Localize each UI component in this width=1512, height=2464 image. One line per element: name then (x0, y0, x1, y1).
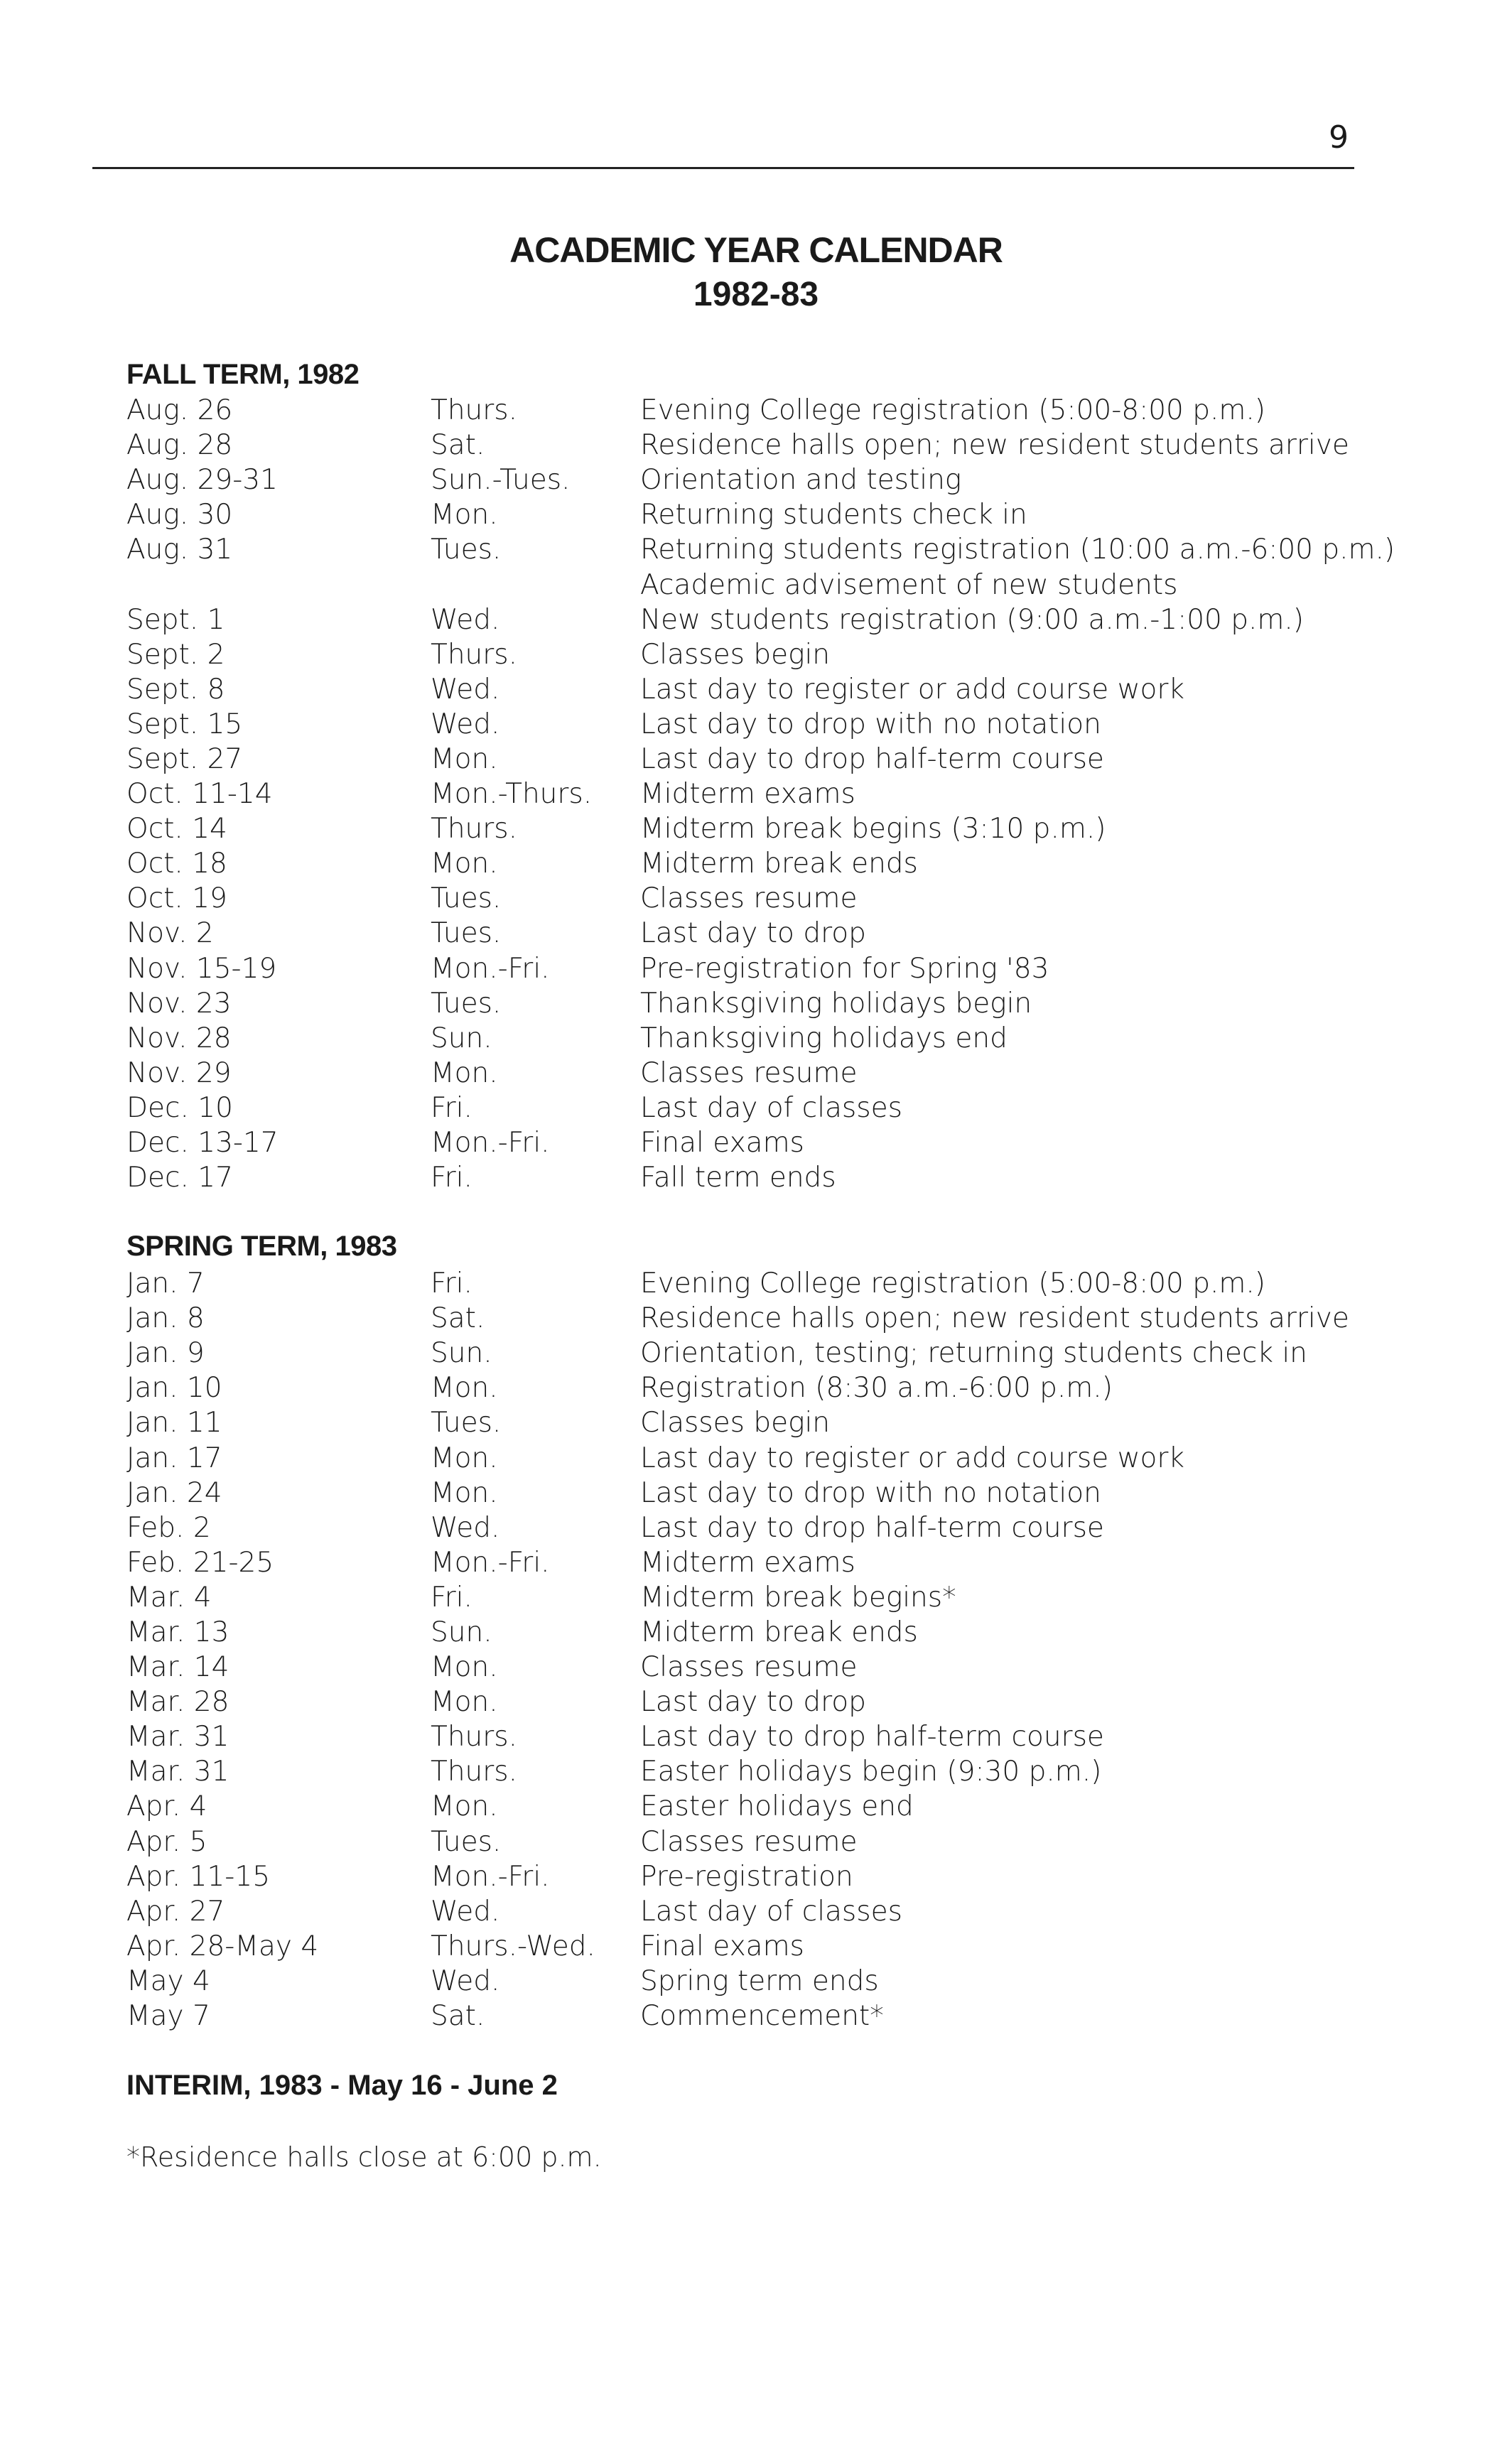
calendar-day: Wed. (431, 603, 500, 636)
calendar-event: Commencement* (640, 2000, 884, 2033)
calendar-row (126, 1545, 1462, 1580)
calendar-day: Mon.-Fri. (431, 1127, 550, 1160)
calendar-event: Last day to drop (640, 917, 866, 950)
calendar-date: Mar. 13 (126, 1616, 230, 1648)
calendar-event: Final exams (640, 1127, 804, 1160)
calendar-row (126, 742, 1462, 777)
calendar-date: Aug. 28 (126, 429, 233, 462)
calendar-event: Academic advisement of new students (640, 568, 1178, 601)
calendar-day: Fri. (431, 1268, 472, 1300)
calendar-row (126, 672, 1462, 707)
calendar-event: Classes resume (640, 1057, 858, 1089)
calendar-row (126, 1580, 1462, 1615)
calendar-event: Last day to register or add course work (640, 1442, 1185, 1474)
calendar-day: Wed. (431, 1511, 500, 1544)
calendar-event: New students registration (9:00 a.m.-1:00 p.m.) (640, 603, 1305, 636)
calendar-row (126, 1685, 1462, 1719)
calendar-day: Thurs. (431, 394, 518, 427)
calendar-event: Last day to drop (640, 1686, 866, 1719)
calendar-row (126, 1859, 1462, 1894)
calendar-date: Nov. 29 (126, 1057, 232, 1089)
calendar-row (126, 463, 1462, 497)
calendar-date: Nov. 15-19 (126, 952, 277, 985)
header-rule (92, 167, 1354, 169)
calendar-day: Mon.-Fri. (431, 1860, 550, 1893)
calendar-row (126, 1336, 1462, 1371)
calendar-date: Mar. 14 (126, 1651, 230, 1684)
calendar-date: Sept. 2 (126, 638, 225, 671)
calendar-event: Last day to register or add course work (640, 673, 1185, 706)
calendar-event: Last day to drop half-term course (640, 742, 1104, 775)
calendar-day: Mon. (431, 848, 498, 880)
calendar-date: Dec. 10 (126, 1091, 233, 1124)
calendar-row (126, 603, 1462, 637)
calendar-row (126, 1440, 1462, 1475)
calendar-day: Sun. (431, 1337, 492, 1370)
calendar-day: Sun.-Tues. (431, 464, 571, 497)
calendar-day: Fri. (431, 1581, 472, 1614)
calendar-row (126, 777, 1462, 811)
calendar-row (126, 1371, 1462, 1405)
calendar-row (126, 1125, 1462, 1160)
calendar-day: Mon. (431, 1686, 498, 1719)
calendar-day: Thurs. (431, 813, 518, 845)
calendar-event: Midterm break ends (640, 1616, 918, 1648)
calendar-row (126, 1789, 1462, 1824)
calendar-date: Apr. 4 (126, 1790, 207, 1823)
calendar-row (126, 567, 1462, 602)
calendar-date: Oct. 14 (126, 813, 227, 845)
calendar-row (126, 1301, 1462, 1336)
calendar-date: Apr. 27 (126, 1895, 225, 1928)
calendar-date: Nov. 2 (126, 917, 214, 950)
calendar-date: Jan. 11 (126, 1407, 222, 1439)
calendar-event: Classes resume (640, 1825, 858, 1858)
calendar-day: Thurs. (431, 1756, 518, 1788)
calendar-row (126, 846, 1462, 881)
calendar-row (126, 1825, 1462, 1859)
calendar-date: Sept. 1 (126, 603, 225, 636)
calendar-day: Wed. (431, 673, 500, 706)
calendar-day: Mon.-Fri. (431, 1546, 550, 1579)
calendar-event: Final exams (640, 1930, 804, 1962)
calendar-row (126, 1719, 1462, 1754)
calendar-day: Tues. (431, 534, 502, 566)
calendar-date: Feb. 21-25 (126, 1546, 274, 1579)
calendar-day: Tues. (431, 917, 502, 950)
calendar-date: Feb. 2 (126, 1511, 211, 1544)
calendar-day: Mon. (431, 1790, 498, 1823)
page-title: ACADEMIC YEAR CALENDAR (509, 230, 1003, 270)
calendar-day: Thurs. (431, 1721, 518, 1754)
calendar-event: Easter holidays end (640, 1790, 914, 1823)
page-subtitle: 1982-83 (693, 276, 819, 313)
calendar-event: Fall term ends (640, 1162, 836, 1194)
calendar-date: Aug. 31 (126, 534, 233, 566)
calendar-event: Easter holidays begin (9:30 p.m.) (640, 1756, 1102, 1788)
page-number: 9 (1329, 119, 1349, 156)
calendar-day: Sat. (431, 2000, 485, 2033)
calendar-date: Aug. 30 (126, 499, 233, 531)
calendar-date: Jan. 9 (126, 1337, 205, 1370)
calendar-row (126, 497, 1462, 532)
calendar-event: Midterm break begins (3:10 p.m.) (640, 813, 1106, 845)
calendar-date: Nov. 23 (126, 987, 232, 1020)
calendar-row (126, 1160, 1462, 1195)
calendar-row (126, 986, 1462, 1021)
calendar-day: Wed. (431, 1895, 500, 1928)
calendar-row (126, 393, 1462, 428)
calendar-event: Returning students registration (10:00 a.m.-6:00 p.m.) (640, 534, 1395, 566)
calendar-event: Classes resume (640, 882, 858, 915)
calendar-event: Thanksgiving holidays begin (640, 987, 1032, 1020)
calendar-date: Sept. 8 (126, 673, 225, 706)
calendar-row (126, 1999, 1462, 2033)
calendar-day: Mon.-Fri. (431, 952, 550, 985)
calendar-day: Mon. (431, 1442, 498, 1474)
calendar-event: Evening College registration (5:00-8:00 p.m.) (640, 394, 1265, 427)
calendar-event: Last day of classes (640, 1091, 902, 1124)
calendar-day: Tues. (431, 987, 502, 1020)
calendar-day: Sun. (431, 1022, 492, 1054)
calendar-row (126, 881, 1462, 916)
calendar-row (126, 1021, 1462, 1056)
calendar-day: Mon. (431, 1372, 498, 1405)
calendar-event: Last day to drop with no notation (640, 708, 1101, 740)
calendar-row (126, 1405, 1462, 1440)
spring-term-heading: SPRING TERM, 1983 (126, 1231, 397, 1262)
calendar-event: Midterm exams (640, 778, 855, 811)
calendar-date: Aug. 29-31 (126, 464, 278, 497)
calendar-event: Orientation, testing; returning students check in (640, 1337, 1307, 1370)
calendar-date: Jan. 24 (126, 1476, 222, 1509)
calendar-day: Thurs.-Wed. (431, 1930, 595, 1962)
calendar-row (126, 1894, 1462, 1929)
spring-term-table (126, 1266, 1462, 2033)
calendar-date: Dec. 17 (126, 1162, 233, 1194)
calendar-row (126, 428, 1462, 463)
calendar-row (126, 532, 1462, 567)
calendar-day: Tues. (431, 882, 502, 915)
calendar-event: Classes resume (640, 1651, 858, 1684)
calendar-day: Tues. (431, 1825, 502, 1858)
calendar-row (126, 707, 1462, 742)
calendar-day: Sun. (431, 1616, 492, 1648)
calendar-date: Oct. 18 (126, 848, 227, 880)
calendar-event: Orientation and testing (640, 464, 962, 497)
calendar-date: May 4 (126, 1965, 210, 1997)
calendar-day: Fri. (431, 1162, 472, 1194)
calendar-day: Mon. (431, 1476, 498, 1509)
calendar-event: Pre-registration for Spring '83 (640, 952, 1049, 985)
calendar-day: Mon.-Thurs. (431, 778, 593, 811)
calendar-date: May 7 (126, 2000, 210, 2033)
calendar-date: Apr. 28-May 4 (126, 1930, 319, 1962)
calendar-event: Pre-registration (640, 1860, 853, 1893)
calendar-date: Sept. 15 (126, 708, 243, 740)
calendar-date: Mar. 31 (126, 1721, 230, 1754)
calendar-date: Oct. 11-14 (126, 778, 273, 811)
calendar-event: Spring term ends (640, 1965, 879, 1997)
footnote: *Residence halls close at 6:00 p.m. (126, 2141, 602, 2173)
calendar-row (126, 811, 1462, 846)
calendar-event: Residence halls open; new resident students arrive (640, 1302, 1349, 1335)
interim-term: INTERIM, 1983 - May 16 - June 2 (126, 2070, 558, 2101)
fall-term-table (126, 393, 1462, 1195)
calendar-row (126, 1754, 1462, 1789)
calendar-date: Apr. 5 (126, 1825, 207, 1858)
calendar-date: Sept. 27 (126, 742, 243, 775)
calendar-row (126, 1964, 1462, 1999)
calendar-date: Mar. 28 (126, 1686, 230, 1719)
calendar-event: Last day of classes (640, 1895, 902, 1928)
calendar-date: Nov. 28 (126, 1022, 232, 1054)
calendar-date: Jan. 17 (126, 1442, 222, 1474)
calendar-day: Mon. (431, 742, 498, 775)
calendar-date: Jan. 8 (126, 1302, 205, 1335)
calendar-day: Sat. (431, 429, 485, 462)
calendar-day: Wed. (431, 708, 500, 740)
calendar-event: Last day to drop with no notation (640, 1476, 1101, 1509)
calendar-day: Mon. (431, 499, 498, 531)
calendar-row (126, 1266, 1462, 1301)
calendar-event: Midterm break ends (640, 848, 918, 880)
calendar-event: Last day to drop half-term course (640, 1721, 1104, 1754)
calendar-row (126, 951, 1462, 986)
calendar-row (126, 1091, 1462, 1125)
calendar-event: Last day to drop half-term course (640, 1511, 1104, 1544)
calendar-date: Mar. 31 (126, 1756, 230, 1788)
calendar-date: Jan. 10 (126, 1372, 222, 1405)
calendar-row (126, 1056, 1462, 1091)
calendar-date: Apr. 11-15 (126, 1860, 271, 1893)
calendar-day: Tues. (431, 1407, 502, 1439)
calendar-row (126, 916, 1462, 951)
title-block (0, 227, 1512, 317)
calendar-event: Classes begin (640, 638, 831, 671)
calendar-row (126, 1615, 1462, 1650)
calendar-date: Mar. 4 (126, 1581, 212, 1614)
calendar-day: Fri. (431, 1091, 472, 1124)
calendar-row (126, 1511, 1462, 1545)
calendar-day: Mon. (431, 1057, 498, 1089)
calendar-event: Classes begin (640, 1407, 831, 1439)
calendar-day: Mon. (431, 1651, 498, 1684)
calendar-event: Registration (8:30 a.m.-6:00 p.m.) (640, 1372, 1113, 1405)
calendar-event: Residence halls open; new resident students arrive (640, 429, 1349, 462)
calendar-row (126, 1476, 1462, 1511)
calendar-day: Sat. (431, 1302, 485, 1335)
calendar-day: Wed. (431, 1965, 500, 1997)
calendar-row (126, 1929, 1462, 1964)
calendar-row (126, 1650, 1462, 1685)
calendar-event: Thanksgiving holidays end (640, 1022, 1008, 1054)
fall-term-heading: FALL TERM, 1982 (126, 359, 360, 390)
calendar-date: Dec. 13-17 (126, 1127, 279, 1160)
calendar-day: Thurs. (431, 638, 518, 671)
calendar-row (126, 637, 1462, 672)
calendar-event: Midterm break begins* (640, 1581, 956, 1614)
calendar-date: Aug. 26 (126, 394, 233, 427)
calendar-event: Returning students check in (640, 499, 1027, 531)
calendar-date: Oct. 19 (126, 882, 227, 915)
calendar-event: Evening College registration (5:00-8:00 p.m.) (640, 1268, 1265, 1300)
calendar-date: Jan. 7 (126, 1268, 205, 1300)
calendar-event: Midterm exams (640, 1546, 855, 1579)
